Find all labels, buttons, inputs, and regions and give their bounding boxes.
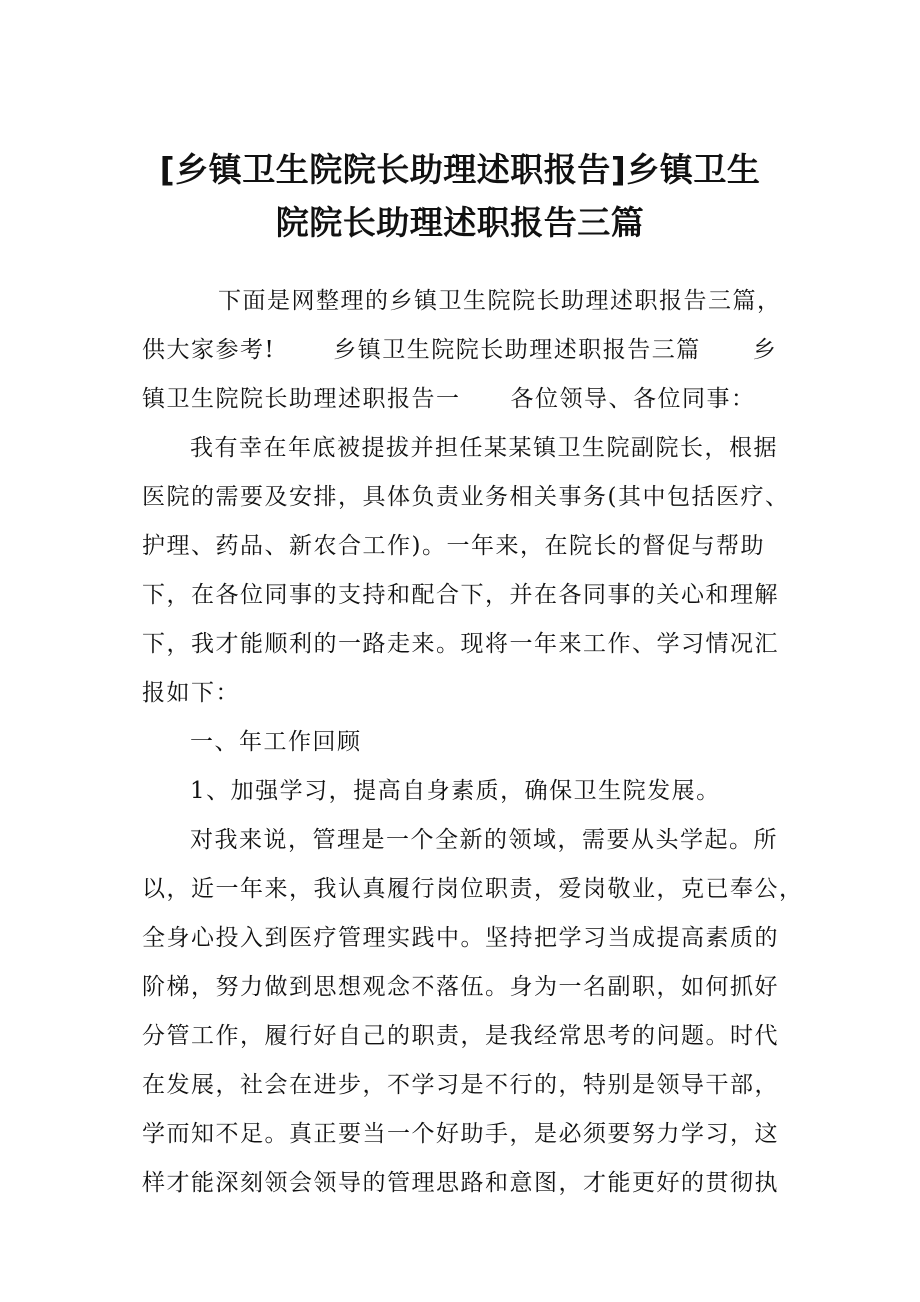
paragraph-1-line-1: 我有幸在年底被提拔并担任某某镇卫生院副院长，根据 [190,435,778,461]
intro-line-3-part-1: 镇卫生院院长助理述职报告一 [142,386,461,412]
paragraph-2-line-5: 分管工作，履行好自己的职责，是我经常思考的问题。时代 [142,1023,779,1049]
paragraph-2-line-6: 在发展，社会在进步，不学习是不行的，特别是领导干部， [142,1072,779,1098]
intro-line-2 [142,335,777,365]
intro-line-1: 下面是网整理的乡镇卫生院院长助理述职报告三篇， [218,288,782,314]
paragraph-2-line-4: 阶梯，努力做到思想观念不落伍。身为一名副职，如何抓好 [142,974,779,1000]
paragraph-2-line-2: 以，近一年来，我认真履行岗位职责，爱岗敬业，克已奉公， [142,876,804,902]
paragraph-1-line-5: 下，我才能顺利的一路走来。现将一年来工作、学习情况汇 [142,631,779,657]
document-title-line-1: [乡镇卫生院院长助理述职报告]乡镇卫生 [159,150,761,189]
paragraph-1-line-4: 下，在各位同事的支持和配合下，并在各同事的关心和理解 [142,582,779,608]
intro-line-2-part-3: 乡 [752,337,778,363]
intro-line-3-part-2: 各位领导、各位同事： [510,386,756,412]
section-heading: 一、年工作回顾 [190,729,362,755]
intro-line-2-part-2: 乡镇卫生院院长助理述职报告三篇 [333,337,701,363]
paragraph-2-line-7: 学而知不足。真正要当一个好助手，是必须要努力学习，这 [142,1121,779,1147]
paragraph-1-line-6: 报如下： [142,680,240,706]
paragraph-1-line-2: 医院的需要及安排，具体负责业务相关事务(其中包括医疗、 [142,484,790,510]
document-title-line-2: 院院长助理述职报告三篇 [275,203,645,242]
paragraph-2-line-8: 样才能深刻领会领导的管理思路和意图，才能更好的贯彻执 [142,1170,779,1196]
intro-line-2-part-1: 供大家参考! [142,337,276,363]
paragraph-1-line-3: 护理、药品、新农合工作)。一年来，在院长的督促与帮助 [142,533,765,559]
paragraph-2-line-3: 全身心投入到医疗管理实践中。坚持把学习当成提高素质的 [142,925,779,951]
intro-line-3 [142,384,756,414]
list-item-1: 1、加强学习，提高自身素质，确保卫生院发展。 [190,778,721,804]
paragraph-2-line-1: 对我来说，管理是一个全新的领域，需要从头学起。所 [190,827,778,853]
